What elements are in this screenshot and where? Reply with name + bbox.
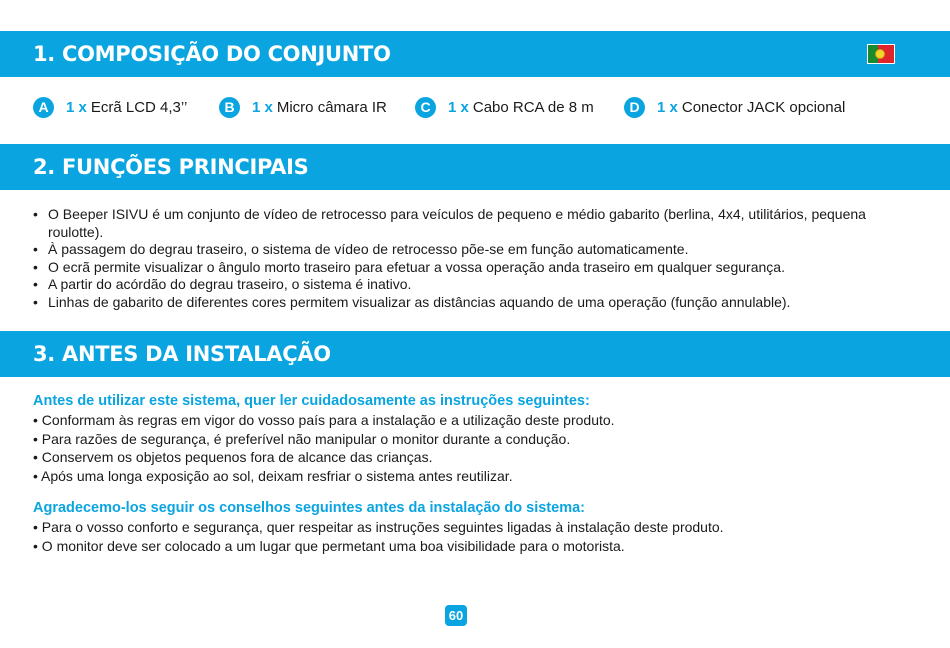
portugal-flag-icon <box>867 44 895 64</box>
item-qty: 1 x <box>657 98 678 116</box>
list-item: • O ecrã permite visualizar o ângulo morto traseiro para efetuar a vossa operação anda traseiro em qualquer segurança. <box>33 259 903 277</box>
list-item: • Para razões de segurança, é preferível não manipular o monitor durante a condução. <box>33 430 571 447</box>
list-item: • O Beeper ISIVU é um conjunto de vídeo de retrocesso para veículos de pequeno e médio gabarito (berlina, 4x4, utilitários, pequena roulotte). <box>33 206 903 241</box>
list-item: • Após uma longa exposição ao sol, deixam resfriar o sistema antes reutilizar. <box>33 467 513 484</box>
item-letter-badge: D <box>624 97 645 118</box>
section-2-title: 2. FUNÇÕES PRINCIPAIS <box>33 155 309 179</box>
kit-item-d <box>624 97 845 118</box>
main-functions-list <box>33 206 903 311</box>
section-3-header <box>0 331 950 377</box>
list-item: • Conformam às regras em vigor do vosso país para a instalação e a utilização deste produto. <box>33 412 615 428</box>
item-qty: 1 x <box>448 98 469 116</box>
item-label: Micro câmara IR <box>276 98 387 116</box>
item-label: Conector JACK opcional <box>681 98 846 116</box>
item-letter-badge: B <box>219 97 240 118</box>
kit-contents <box>33 95 933 119</box>
instructions-subheading: Antes de utilizar este sistema, quer ler cuidadosamente as instruções seguintes: <box>33 393 590 409</box>
item-label: Ecrã LCD 4,3’’ <box>90 98 188 116</box>
list-item: • A partir do acórdão do degrau traseiro, o sistema é inativo. <box>33 276 903 294</box>
section-1-header <box>0 31 950 77</box>
item-letter-badge: A <box>33 97 54 118</box>
kit-item-b <box>219 97 415 118</box>
section-1-title: 1. COMPOSIÇÃO DO CONJUNTO <box>33 42 391 66</box>
section-3-title: 3. ANTES DA INSTALAÇÃO <box>33 342 331 366</box>
item-qty: 1 x <box>252 98 273 116</box>
list-item: • Linhas de gabarito de diferentes cores permitem visualizar as distâncias aquando de uma operação (função annulable). <box>33 294 903 312</box>
list-item: • À passagem do degrau traseiro, o sistema de vídeo de retrocesso põe-se em função automaticamente. <box>33 241 903 259</box>
section-2-header <box>0 144 950 190</box>
kit-item-c <box>415 97 624 118</box>
list-item: • O monitor deve ser colocado a um lugar que permetant uma boa visibilidade para o motorista. <box>33 537 625 554</box>
item-qty: 1 x <box>66 98 87 116</box>
instructions-list <box>33 411 913 485</box>
item-letter-badge: C <box>415 97 436 118</box>
installation-advice-list <box>33 518 913 555</box>
list-item: • Para o vosso conforto e segurança, quer respeitar as instruções seguintes ligadas à instalação deste produto. <box>33 519 724 535</box>
installation-advice-subheading: Agradecemo-los seguir os conselhos seguintes antes da instalação do sistema: <box>33 500 585 516</box>
page-number: 60 <box>445 605 467 626</box>
item-label: Cabo RCA de 8 m <box>472 98 594 116</box>
list-item: • Conservem os objetos pequenos fora de alcance das crianças. <box>33 449 433 465</box>
kit-item-a <box>33 97 219 118</box>
